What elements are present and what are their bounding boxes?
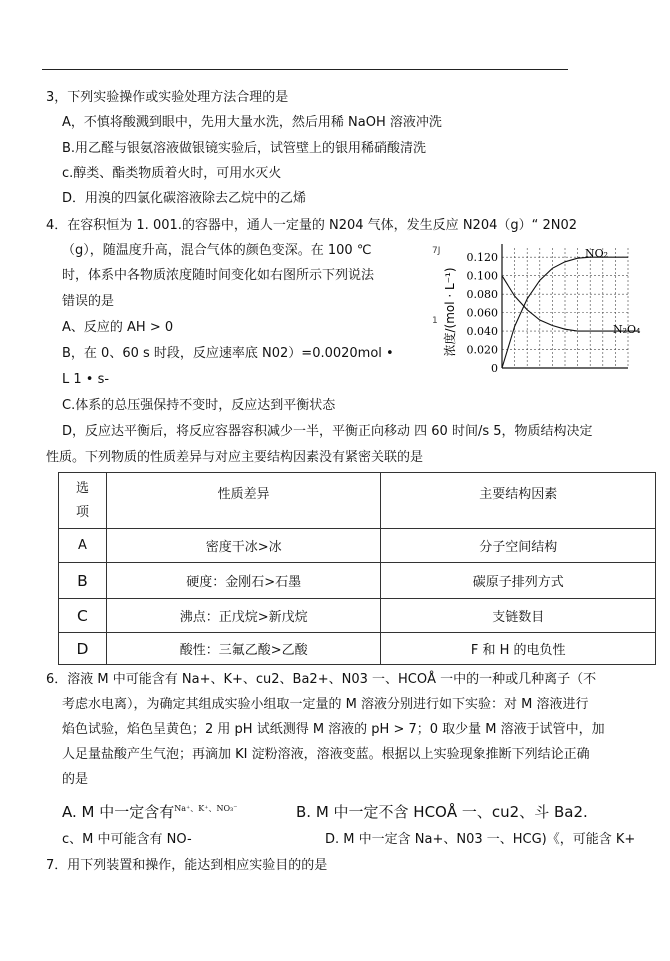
scan-mark-2: 1 <box>432 316 438 326</box>
header-factor: 主要结构因素 <box>381 473 656 529</box>
row-b-option: B <box>59 563 107 599</box>
q4-line-4: 错误的是 <box>62 294 115 309</box>
q4-line-1: 4．在容积恒为 1. 001.的容器中，通人一定量的 N204 气体，发生反应 N204（g）“ 2N02 <box>46 218 578 233</box>
row-c-option: C <box>59 599 107 633</box>
y-tick-label: 0 <box>491 362 498 375</box>
q4-option-c: C.体系的总压强保持不变时，反应达到平衡状态 <box>62 398 336 413</box>
q3-option-d: D．用溴的四氯化碳溶液除去乙烷中的乙烯 <box>62 191 307 206</box>
row-a-option: A <box>59 529 107 563</box>
y-tick-label: 0.080 <box>466 288 498 302</box>
series-label-no2: NO₂ <box>585 247 609 260</box>
q6-line-4: 人足量盐酸产生气泡；再滴加 KI 淀粉溶液，溶液变蓝。根据以上实验现象推断下列结论正确 <box>62 747 590 762</box>
q6-option-c: c、M 中可能含有 NO- <box>62 832 192 847</box>
q6-option-a-text: A. M 中一定含有 <box>62 803 175 821</box>
q7-stem: 7．用下列装置和操作，能达到相应实验目的的是 <box>46 858 328 873</box>
q6-line-2: 考虑水电离），为确定其组成实验小组取一定量的 M 溶液分别进行如下实验：对 M 溶液进行 <box>62 697 589 712</box>
table-row <box>59 529 656 563</box>
header-difference: 性质差异 <box>106 473 381 529</box>
q6-line-1: 6．溶液 M 中可能含有 Na+、K+、cu2、Ba2+、N03 一、HCOÅ 一中的一种或几种离子（不 <box>46 672 597 687</box>
row-d-option: D <box>59 633 107 665</box>
q3-option-a: A，不慎将酸溅到眼中，先用大量水洗，然后用稀 NaOH 溶液冲洗 <box>62 115 442 130</box>
q6-option-a <box>62 801 237 822</box>
table-header-row <box>59 473 656 529</box>
y-tick-label: 0.020 <box>466 343 498 357</box>
q6-option-b: B. M 中一定不含 HCOÅ 一、cu2、斗 Ba2. <box>296 803 588 821</box>
q6-line-5: 的是 <box>62 772 89 787</box>
row-a-difference: 密度干冰>冰 <box>106 529 381 563</box>
header-option-line-1: 选 <box>75 480 89 496</box>
chart-grid <box>502 244 628 368</box>
row-c-factor: 支链数目 <box>381 599 656 633</box>
q4-option-b-1: B，在 0、60 s 时段，反应速率底 N02）=0.0020mol • <box>62 346 394 361</box>
y-tick-label: 0.120 <box>466 251 498 265</box>
y-tick-label: 0.040 <box>466 325 498 339</box>
scan-mark: 7J <box>432 246 441 256</box>
row-d-factor: F 和 H 的电负性 <box>381 633 656 665</box>
row-b-difference: 硬度：金刚石>石墨 <box>106 563 381 599</box>
y-tick-label: 0.060 <box>466 306 498 320</box>
q4-line-3: 时，体系中各物质浓度随时间变化如右图所示下列说法 <box>62 268 375 283</box>
q6-line-3: 焰色试验，焰色呈黄色；2 用 pH 试纸测得 M 溶液的 pH > 7；0 取少量 M 溶液于试管中，加 <box>62 722 605 737</box>
chart-y-ticks <box>467 251 499 375</box>
row-c-difference: 沸点：正戊烷>新戊烷 <box>106 599 381 633</box>
header-rule <box>42 69 568 70</box>
q5-stem: 性质。下列物质的性质差异与对应主要结构因素没有紧密关联的是 <box>46 450 424 465</box>
row-b-factor: 碳原子排列方式 <box>381 563 656 599</box>
q3-option-c: c.醇类、酯类物质着火时，可用水灭火 <box>62 166 282 181</box>
q4-option-b-2: L 1 • s- <box>62 372 110 387</box>
q6-option-d: D. M 中一定含 Na+、N03 一、HCG)《，可能含 K+ <box>325 832 636 847</box>
table-row <box>59 563 656 599</box>
series-label-n2o4: N₂O₄ <box>613 323 641 336</box>
property-structure-table <box>58 472 656 665</box>
q3-option-b: B.用乙醛与银氨溶液做银镜实验后，试管壁上的银用稀硝酸清洗 <box>62 141 427 156</box>
y-tick-label: 0.100 <box>466 269 498 283</box>
q6-option-a-ions: Na⁺、K⁺、NO₃⁻ <box>174 804 238 813</box>
row-d-difference: 酸性：三氟乙酸>乙酸 <box>106 633 381 665</box>
q4-option-a: A、反应的 AH > 0 <box>62 320 174 335</box>
row-a-factor: 分子空间结构 <box>381 529 656 563</box>
q4-option-d: D，反应达平衡后，将反应容器容积减少一半，平衡正向移动 四 60 时间/s 5，物质结构决定 <box>62 424 593 439</box>
q4-line-2: （g），随温度升高，混合气体的颜色变深。在 100 ℃ <box>62 243 372 258</box>
table-row <box>59 599 656 633</box>
concentration-chart <box>430 240 660 380</box>
header-option-line-2: 项 <box>75 504 89 520</box>
q3-stem: 3，下列实验操作或实验处理方法合理的是 <box>46 90 289 105</box>
table-row <box>59 633 656 665</box>
header-option <box>59 473 107 529</box>
chart-y-label: 浓度/(mol · L⁻¹) <box>443 267 457 357</box>
